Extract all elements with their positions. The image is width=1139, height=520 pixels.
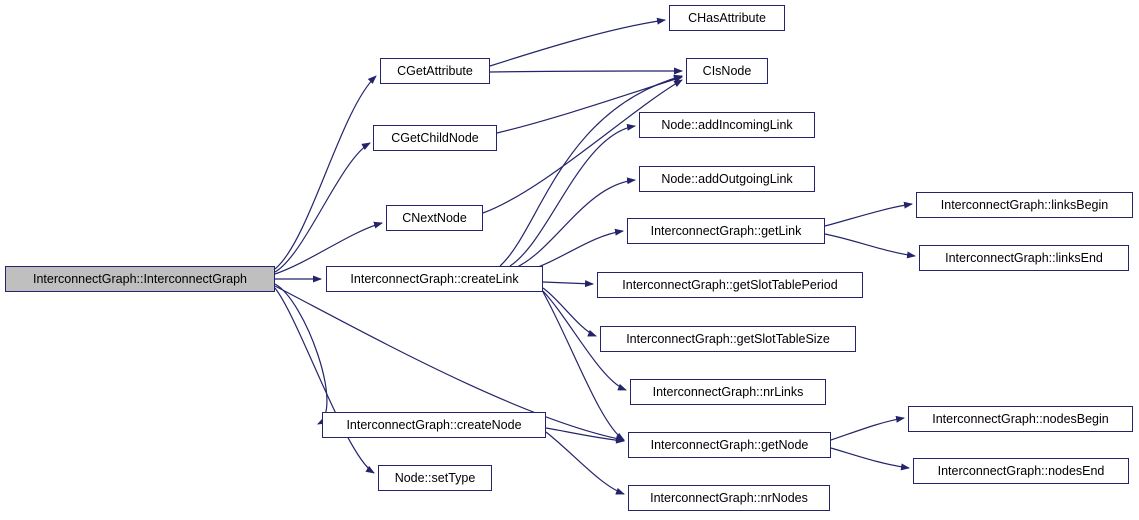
graph-edge-createnode-to-nrnodes	[546, 432, 624, 494]
graph-node-nodesend[interactable]	[913, 458, 1129, 484]
graph-edge-cnextnode-to-cisnode	[483, 80, 682, 213]
graph-node-nodesbegin[interactable]	[908, 406, 1133, 432]
graph-node-label: CGetAttribute	[397, 63, 473, 78]
graph-node-linksbegin[interactable]	[916, 192, 1133, 218]
graph-node-getnode[interactable]	[628, 432, 831, 458]
graph-node-slottableperiod[interactable]	[597, 272, 863, 298]
graph-node-label: InterconnectGraph::getNode	[650, 437, 809, 452]
graph-node-label: CIsNode	[702, 63, 752, 78]
graph-edge-getnode-to-nodesbegin	[831, 418, 904, 440]
graph-node-createnode[interactable]	[322, 412, 546, 438]
graph-edge-root-to-createnode	[275, 284, 327, 424]
graph-node-label: CGetChildNode	[391, 130, 479, 145]
graph-node-nrlinks[interactable]	[630, 379, 826, 405]
graph-node-label: InterconnectGraph::getSlotTablePeriod	[622, 277, 838, 292]
graph-node-addincoming[interactable]	[639, 112, 815, 138]
graph-node-label: InterconnectGraph::nrLinks	[652, 384, 804, 399]
graph-edge-root-to-cgetchildnode	[275, 143, 370, 272]
graph-node-cgetattribute[interactable]	[380, 58, 490, 84]
graph-node-cgetchildnode[interactable]	[373, 125, 497, 151]
graph-edge-root-to-settype	[275, 288, 374, 473]
graph-node-label: InterconnectGraph::nodesEnd	[937, 463, 1105, 478]
graph-node-label: Node::addIncomingLink	[661, 117, 793, 132]
graph-node-addoutgoing[interactable]	[639, 166, 815, 192]
graph-edge-getlink-to-linksbegin	[825, 204, 912, 226]
graph-node-label: CNextNode	[402, 210, 467, 225]
graph-node-label: InterconnectGraph::createLink	[350, 271, 519, 286]
graph-node-nrnodes[interactable]	[628, 485, 830, 511]
graph-node-label: InterconnectGraph::getLink	[650, 223, 802, 238]
graph-node-label: InterconnectGraph::nodesBegin	[932, 411, 1109, 426]
graph-node-label: InterconnectGraph::getSlotTableSize	[626, 331, 830, 346]
graph-node-label: InterconnectGraph::InterconnectGraph	[32, 271, 247, 286]
graph-node-label: InterconnectGraph::createNode	[346, 417, 522, 432]
graph-node-settype[interactable]	[378, 465, 492, 491]
graph-edge-root-to-cgetattribute	[275, 76, 376, 269]
graph-node-cnextnode[interactable]	[386, 205, 483, 231]
graph-node-linksend[interactable]	[919, 245, 1129, 271]
graph-edge-createlink-to-addincoming	[510, 126, 635, 266]
graph-node-label: Node::setType	[394, 470, 476, 485]
graph-edge-createlink-to-addoutgoing	[515, 180, 635, 268]
graph-node-chasattribute[interactable]	[669, 5, 785, 31]
graph-node-label: Node::addOutgoingLink	[661, 171, 793, 186]
graph-edge-cgetattribute-to-cisnode	[490, 71, 682, 72]
graph-node-label: CHasAttribute	[688, 10, 766, 25]
graph-node-slottablesize[interactable]	[600, 326, 856, 352]
graph-node-createlink[interactable]	[326, 266, 543, 292]
graph-edge-createnode-to-getnode	[546, 428, 624, 441]
graph-edge-createlink-to-getlink	[530, 231, 623, 270]
graph-node-label: InterconnectGraph::linksEnd	[945, 250, 1103, 265]
graph-node-cisnode[interactable]	[686, 58, 768, 84]
graph-node-label: InterconnectGraph::nrNodes	[650, 490, 808, 505]
graph-edge-getnode-to-nodesend	[831, 448, 909, 468]
graph-node-label: InterconnectGraph::linksBegin	[940, 197, 1109, 212]
graph-edge-cgetattribute-to-chasattribute	[490, 20, 665, 66]
graph-edge-createlink-to-slottableperiod	[543, 282, 593, 284]
graph-edge-getlink-to-linksend	[825, 234, 915, 256]
graph-edge-createlink-to-slottablesize	[543, 288, 596, 336]
graph-node-root[interactable]	[5, 266, 275, 292]
graph-edge-createlink-to-getnode	[543, 292, 624, 440]
graph-node-getlink[interactable]	[627, 218, 825, 244]
